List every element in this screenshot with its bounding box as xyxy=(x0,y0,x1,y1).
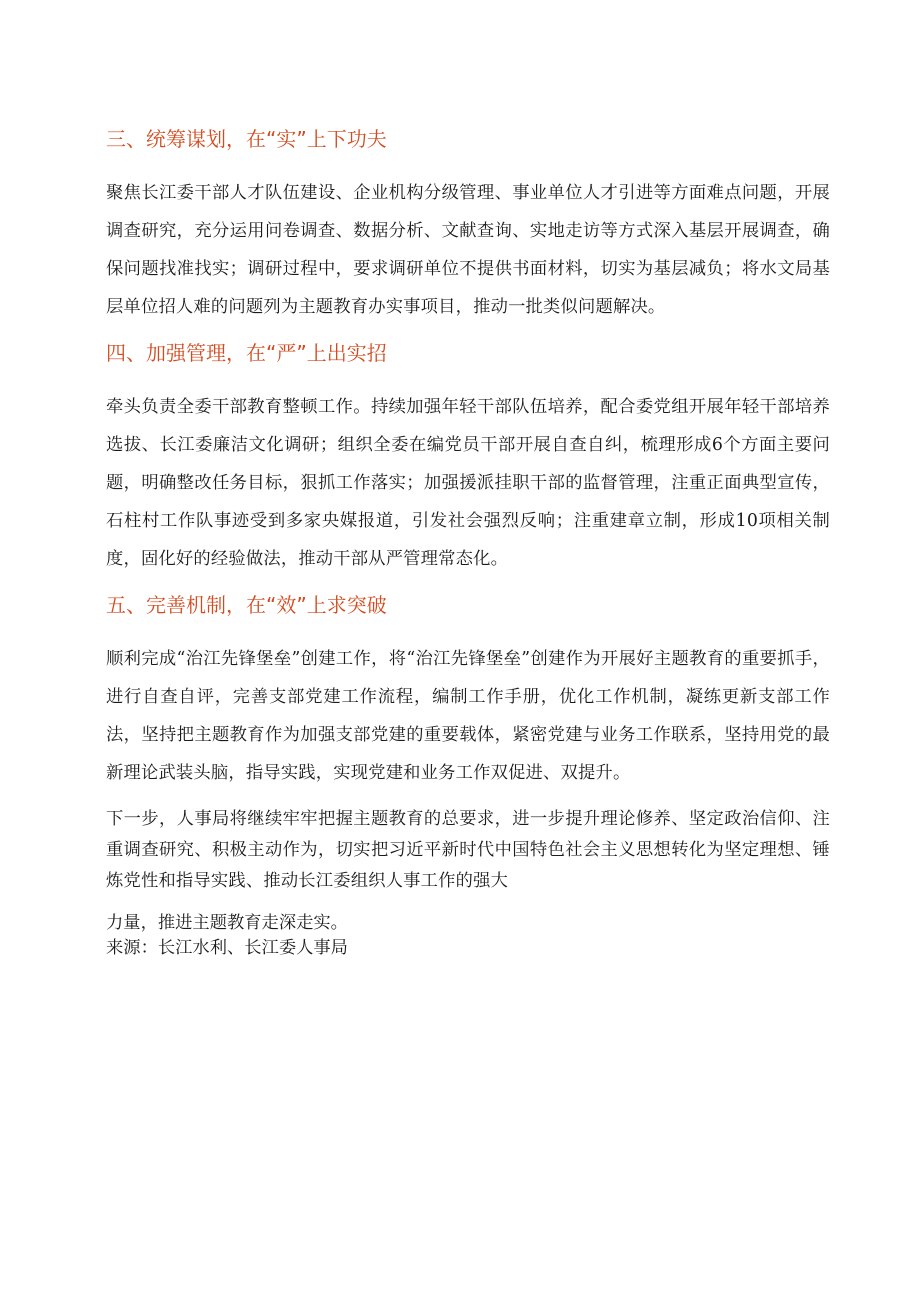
section-heading-4: 四、加强管理，在“严”上出实招 xyxy=(106,341,387,365)
section-heading-5: 五、完善机制，在“效”上求突破 xyxy=(106,593,387,617)
section-heading-3: 三、统筹谋划，在“实”上下功夫 xyxy=(106,127,387,151)
section-body-3: 聚焦长江委干部人才队伍建设、企业机构分级管理、事业单位人才引进等方面难点问题，开展调查研究，充分运用问卷调查、数据分析、文献查询、实地走访等方式深入基层开展调查，确保问题找准找实；调研过程中，要求调研单位不提供书面材料，切实为基层减负；将水文局基层单位招人难的问题列为主题教育办实事项目，推动一批类似问题解决。 xyxy=(106,183,830,317)
section-body-5: 顺利完成“治江先锋堡垒”创建工作，将“治江先锋堡垒”创建作为开展好主题教育的重要抓手，进行自查自评，完善支部党建工作流程，编制工作手册，优化工作机制，凝练更新支部工作法，坚持把主题教育作为加强支部党建的重要载体，紧密党建与业务工作联系，坚持用党的最新理论武装头脑，指导实践，实现党建和业务工作双促进、双提升。 xyxy=(106,649,830,783)
section-body-4: 牵头负责全委干部教育整顿工作。持续加强年轻干部队伍培养，配合委党组开展年轻干部培养选拔、长江委廉洁文化调研；组织全委在编党员干部开展自查自纠，梳理形成6个方面主要问题，明确整改任务目标，狠抓工作落实；加强援派挂职干部的监督管理，注重正面典型宣传，石柱村工作队事迹受到多家央媒报道，引发社会强烈反响；注重建章立制，形成10项相关制度，固化好的经验做法，推动干部从严管理常态化。 xyxy=(106,397,830,569)
document-page xyxy=(106,124,830,961)
closing-continuation: 力量，推进主题教育走深走实。 xyxy=(106,913,348,933)
closing-paragraph: 下一步，人事局将继续牢牢把握主题教育的总要求，进一步提升理论修养、坚定政治信仰、注重调查研究、积极主动作为，切实把习近平新时代中国特色社会主义思想转化为坚定理想、锤炼党性和指导实践、推动长江委组织人事工作的强大 xyxy=(106,809,830,891)
spacer xyxy=(106,897,830,911)
source-line: 来源：长江水利、长江委人事局 xyxy=(106,938,348,958)
